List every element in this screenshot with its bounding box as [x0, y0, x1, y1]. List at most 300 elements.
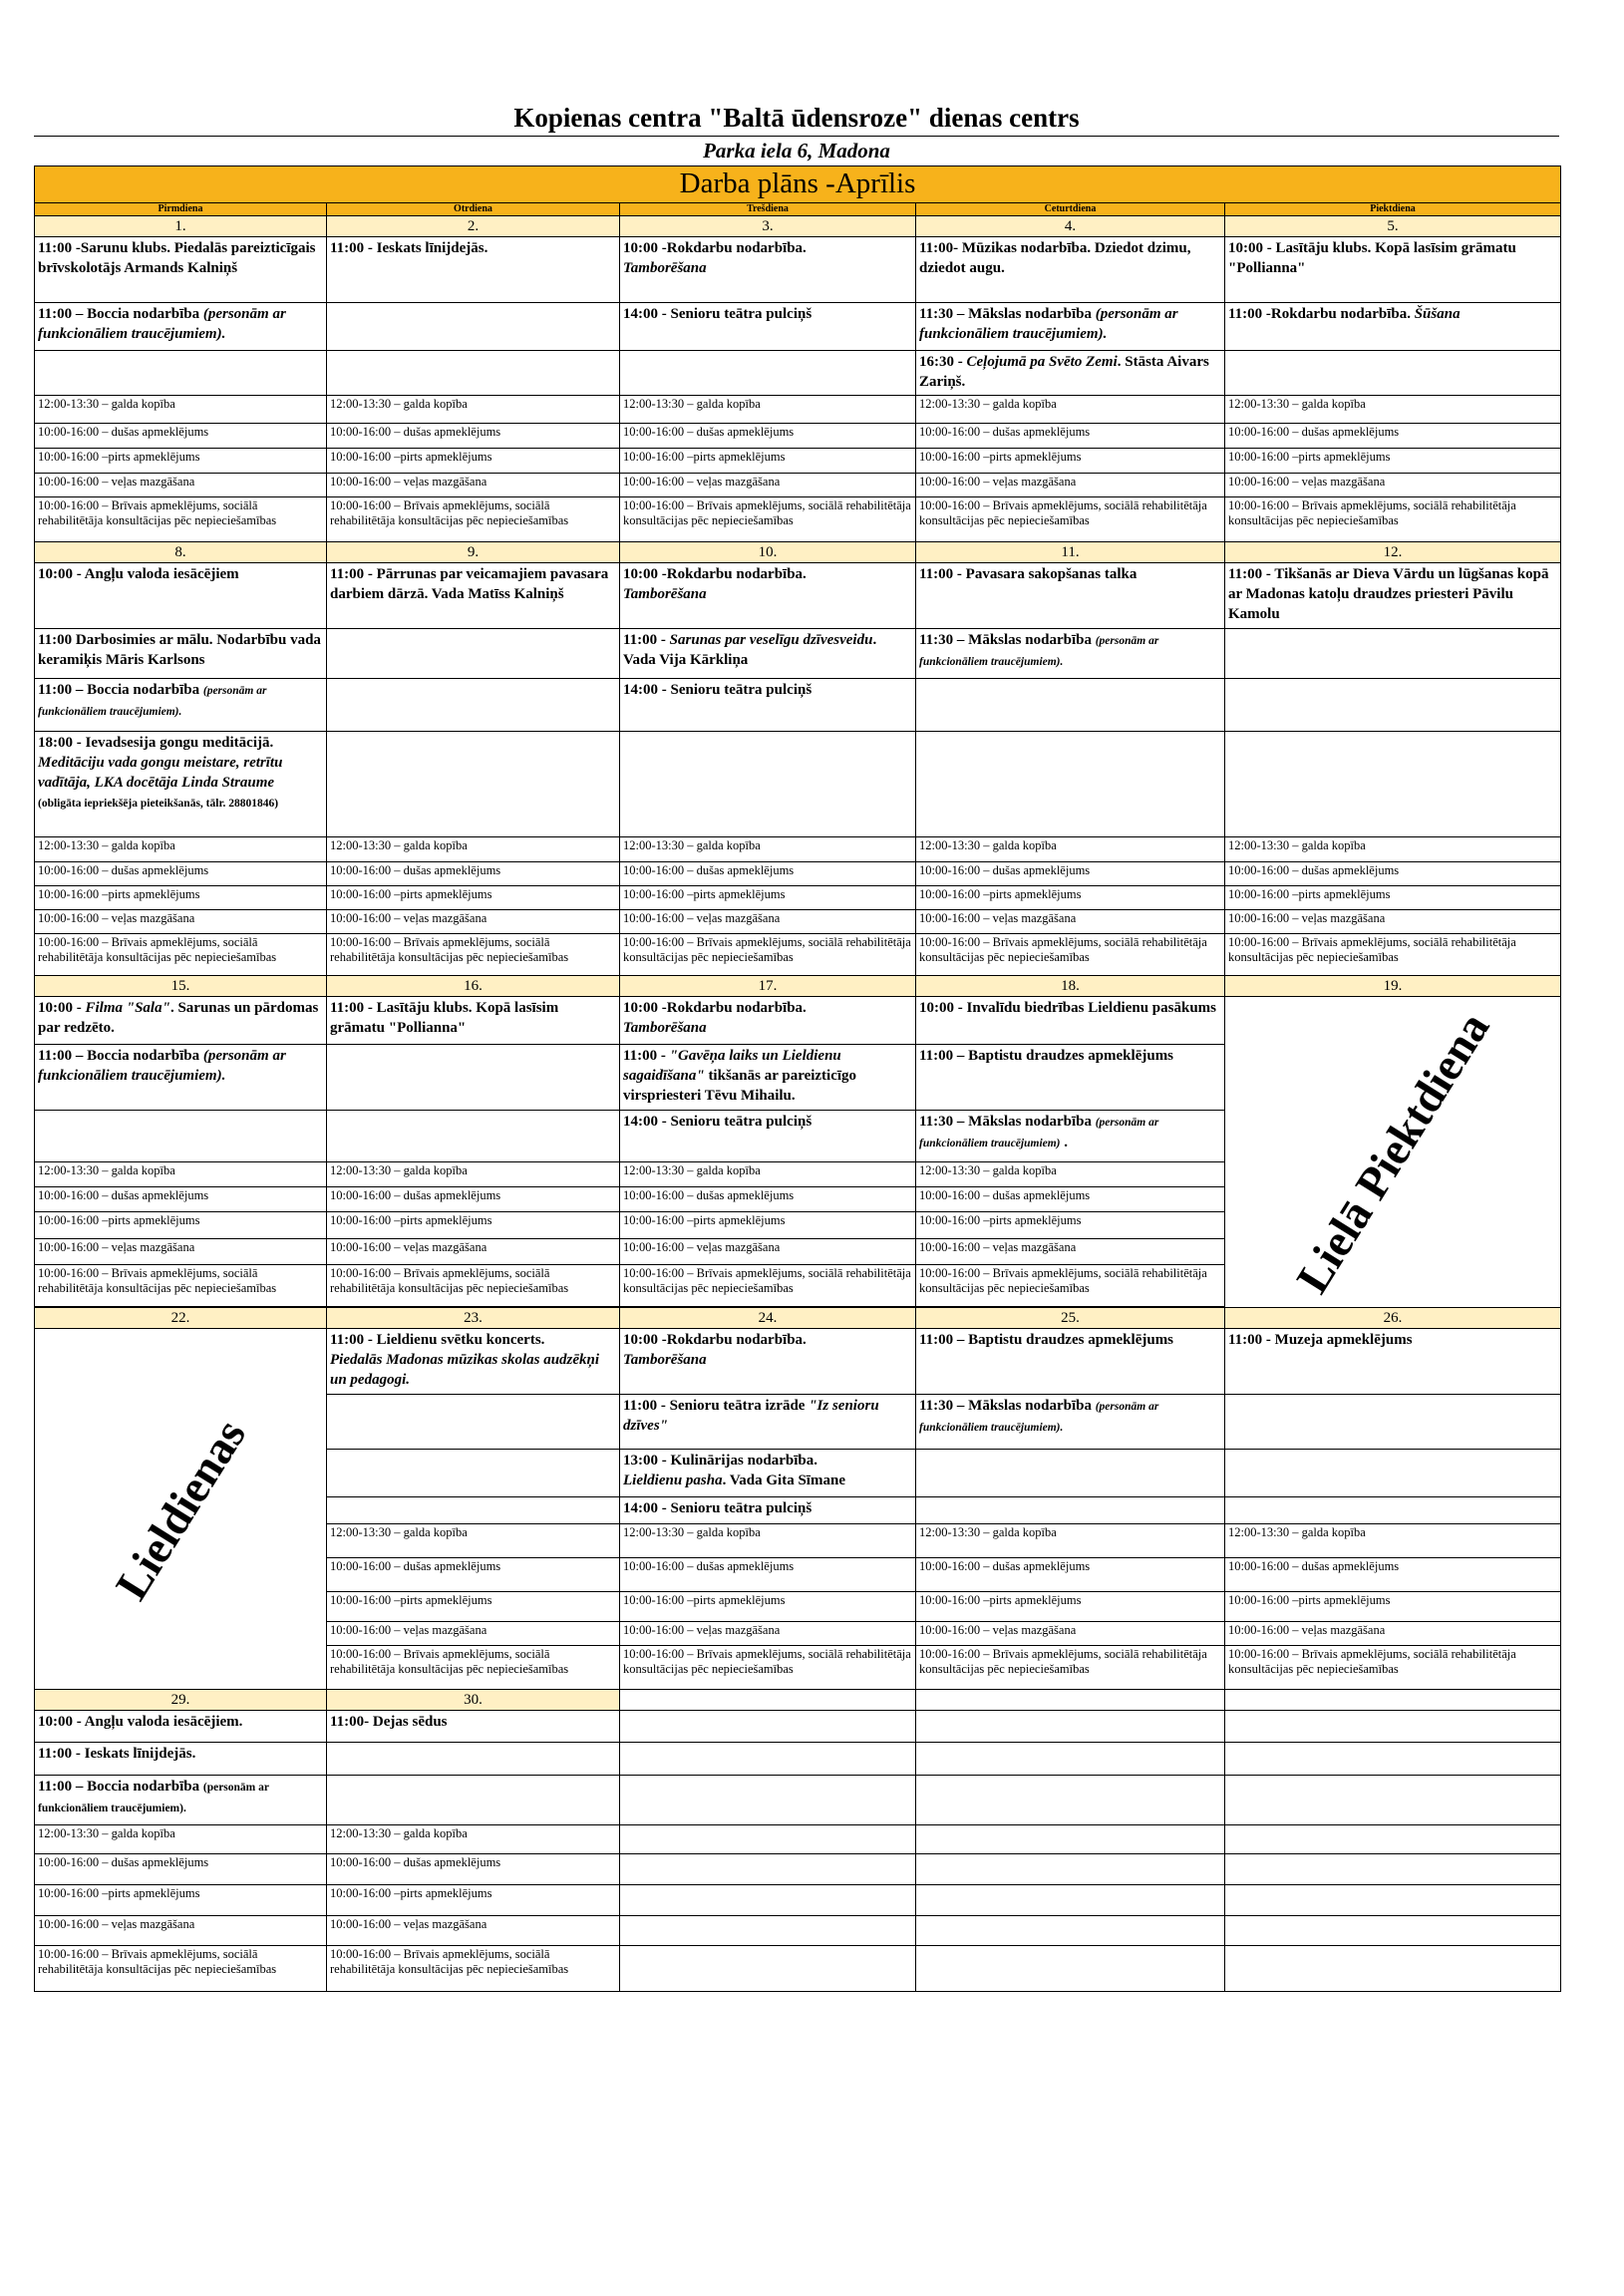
event-cell: 14:00 - Senioru teātra pulciņš [620, 303, 916, 351]
empty-cell [327, 629, 620, 679]
week-2-laundry-row [35, 910, 1561, 934]
laundry-cell: 10:00-16:00 – veļas mazgāšana [1225, 1622, 1561, 1646]
sauna-cell: 10:00-16:00 –pirts apmeklējums [35, 1212, 327, 1239]
empty-cell [327, 1395, 620, 1450]
week-5-events-row-3 [35, 1776, 1561, 1825]
laundry-cell: 10:00-16:00 – veļas mazgāšana [327, 1622, 620, 1646]
date-cell: 30. [327, 1690, 620, 1711]
empty-cell [916, 732, 1225, 837]
lunch-cell: 12:00-13:30 – galda kopība [620, 837, 916, 862]
lunch-cell: 12:00-13:30 – galda kopība [327, 1825, 620, 1854]
sauna-cell: 10:00-16:00 –pirts apmeklējums [1225, 449, 1561, 474]
lunch-cell: 12:00-13:30 – galda kopība [35, 837, 327, 862]
event-detail: Šūšana [1414, 306, 1461, 322]
free-visit-cell: 10:00-16:00 – Brīvais apmeklējums, sociālā rehabilitētāja konsultācijas pēc nepieciešamības [1225, 934, 1561, 976]
event-title: 11:00 -Rokdarbu nodarbība. [1228, 306, 1411, 322]
lunch-cell: 12:00-13:30 – galda kopība [35, 1825, 327, 1854]
event-title: 10:00 -Rokdarbu nodarbība. [623, 1000, 807, 1016]
date-cell: 1. [35, 216, 327, 237]
event-title: "Gavēņa laiks un Lieldienu sagaidīšana" [623, 1048, 841, 1084]
lunch-cell: 12:00-13:30 – galda kopība [916, 837, 1225, 862]
event-title: 18:00 - Ievadsesija gongu meditācijā. [38, 735, 274, 751]
empty-cell [916, 1497, 1225, 1524]
event-cell: 11:00 Darbosimies ar mālu. Nodarbību vada keramiķis Māris Karlsons [35, 629, 327, 679]
event-cell [620, 1450, 916, 1497]
event-cell: 11:00 - Tikšanās ar Dieva Vārdu un lūgšanas kopā ar Madonas katoļu draudzes priesteri Pāvilu Kamolu [1225, 563, 1561, 629]
shower-cell: 10:00-16:00 – dušas apmeklējums [916, 1187, 1225, 1212]
lunch-cell: 12:00-13:30 – galda kopība [620, 1162, 916, 1187]
event-time: 10:00 - [38, 1000, 82, 1016]
event-cell: 11:00 - Ieskats līnijdejās. [35, 1743, 327, 1776]
shower-cell: 10:00-16:00 – dušas apmeklējums [620, 424, 916, 449]
date-cell: 5. [1225, 216, 1561, 237]
free-visit-cell: 10:00-16:00 – Brīvais apmeklējums, sociālā rehabilitētāja konsultācijas pēc nepieciešamības [327, 1265, 620, 1307]
event-detail: . Vada Gita Sīmane [722, 1473, 845, 1488]
date-cell: 15. [35, 976, 327, 997]
event-cell [620, 563, 916, 629]
event-detail: Tamborēšana [623, 1020, 707, 1036]
empty-cell [1225, 1854, 1561, 1885]
shower-cell: 10:00-16:00 – dušas apmeklējums [620, 1558, 916, 1592]
date-cell: 2. [327, 216, 620, 237]
event-cell: 11:00 -Sarunu klubs. Piedalās pareizticīgais brīvskolotājs Armands Kalniņš [35, 237, 327, 303]
event-time: 11:00 - [623, 632, 666, 648]
event-title: 11:00 - Lieldienu svētku koncerts. [330, 1332, 545, 1348]
event-cell [916, 1111, 1225, 1162]
shower-cell: 10:00-16:00 – dušas apmeklējums [620, 862, 916, 886]
empty-cell [1225, 1885, 1561, 1916]
week-5-events-row-2 [35, 1743, 1561, 1776]
free-visit-cell: 10:00-16:00 – Brīvais apmeklējums, sociālā rehabilitētāja konsultācijas pēc nepieciešamības [35, 934, 327, 976]
week-2-sauna-row [35, 886, 1561, 910]
date-cell: 9. [327, 542, 620, 563]
shower-cell: 10:00-16:00 – dušas apmeklējums [327, 1854, 620, 1885]
event-cell [916, 1395, 1225, 1450]
empty-cell [1225, 1916, 1561, 1946]
empty-cell [1225, 1776, 1561, 1825]
sauna-cell: 10:00-16:00 –pirts apmeklējums [35, 449, 327, 474]
event-cell [620, 237, 916, 303]
empty-cell [620, 1743, 916, 1776]
week-4-events-row-1 [35, 1329, 1561, 1395]
laundry-cell: 10:00-16:00 – veļas mazgāšana [35, 474, 327, 497]
week-2-dates [35, 542, 1561, 563]
sauna-cell: 10:00-16:00 –pirts apmeklējums [620, 449, 916, 474]
event-cell [35, 679, 327, 732]
empty-cell [327, 1743, 620, 1776]
event-title: Filma "Sala" [85, 1000, 170, 1016]
empty-cell [1225, 1497, 1561, 1524]
week-5-lunch-row [35, 1825, 1561, 1854]
week-2-events-row-1 [35, 563, 1561, 629]
lunch-cell: 12:00-13:30 – galda kopība [620, 1524, 916, 1558]
shower-cell: 10:00-16:00 – dušas apmeklējums [1225, 1558, 1561, 1592]
free-visit-cell: 10:00-16:00 – Brīvais apmeklējums, sociālā rehabilitētāja konsultācijas pēc nepieciešamības [327, 1646, 620, 1690]
empty-cell [916, 1854, 1225, 1885]
laundry-cell: 10:00-16:00 – veļas mazgāšana [1225, 910, 1561, 934]
event-title: 10:00 -Rokdarbu nodarbība. [623, 240, 807, 256]
empty-cell [916, 1776, 1225, 1825]
event-note: (obligāta iepriekšēja pieteikšanās, tālr. 28801846) [38, 798, 279, 810]
week-1-lunch-row [35, 396, 1561, 424]
shower-cell: 10:00-16:00 – dušas apmeklējums [327, 424, 620, 449]
event-note: (personām ar funkcionāliem traucējumiem). [38, 306, 286, 342]
lunch-cell: 12:00-13:30 – galda kopība [916, 1524, 1225, 1558]
date-cell: 4. [916, 216, 1225, 237]
week-2-lunch-row [35, 837, 1561, 862]
event-detail: Tamborēšana [623, 586, 707, 602]
event-cell [327, 1329, 620, 1395]
event-title: 11:30 – Mākslas nodarbība [919, 1398, 1092, 1414]
empty-cell [916, 679, 1225, 732]
event-detail: Tamborēšana [623, 1352, 707, 1368]
date-cell: 18. [916, 976, 1225, 997]
date-cell: 26. [1225, 1308, 1561, 1329]
shower-cell: 10:00-16:00 – dušas apmeklējums [620, 1187, 916, 1212]
date-cell: 10. [620, 542, 916, 563]
event-cell: 10:00 - Angļu valoda iesācējiem. [35, 1711, 327, 1743]
shower-cell: 10:00-16:00 – dušas apmeklējums [1225, 862, 1561, 886]
weekday-tuesday: Otrdiena [327, 203, 620, 216]
empty-cell [620, 1885, 916, 1916]
week-2-events-row-4 [35, 732, 1561, 837]
event-title: Ceļojumā pa Svēto Zemi [966, 354, 1118, 370]
lunch-cell: 12:00-13:30 – galda kopība [327, 396, 620, 424]
event-title: 11:30 – Mākslas nodarbība [919, 306, 1092, 322]
empty-cell [1225, 351, 1561, 396]
empty-cell [327, 303, 620, 351]
event-note: (personām ar funkcionāliem traucējumiem). [38, 1048, 286, 1084]
date-cell: 8. [35, 542, 327, 563]
date-cell: 24. [620, 1308, 916, 1329]
week-1-events-row-1 [35, 237, 1561, 303]
empty-cell [1225, 732, 1561, 837]
empty-cell [916, 1916, 1225, 1946]
event-cell: 11:00 - Pārrunas par veicamajiem pavasara darbiem dārzā. Vada Matīss Kalniņš [327, 563, 620, 629]
free-visit-cell: 10:00-16:00 – Brīvais apmeklējums, sociālā rehabilitētāja konsultācijas pēc nepieciešamības [35, 497, 327, 542]
lunch-cell: 12:00-13:30 – galda kopība [35, 1162, 327, 1187]
week-5-dates [35, 1690, 1561, 1711]
event-detail: "Iz senioru dzīves" [623, 1398, 879, 1434]
shower-cell: 10:00-16:00 – dušas apmeklējums [35, 862, 327, 886]
weekday-friday: Piektdiena [1225, 203, 1561, 216]
empty-cell [1225, 1711, 1561, 1743]
sauna-cell: 10:00-16:00 –pirts apmeklējums [327, 1885, 620, 1916]
holiday-cell-good-friday [1225, 997, 1561, 1308]
title-divider [34, 136, 1559, 137]
event-note: (personām ar funkcionāliem traucējumiem). [38, 685, 267, 718]
event-cell: 11:00 - Ieskats līnijdejās. [327, 237, 620, 303]
event-cell [620, 1329, 916, 1395]
event-note: (personām ar funkcionāliem traucējumiem). [919, 1401, 1159, 1434]
lunch-cell: 12:00-13:30 – galda kopība [1225, 396, 1561, 424]
shower-cell: 10:00-16:00 – dušas apmeklējums [35, 424, 327, 449]
event-detail: Piedalās Madonas mūzikas skolas audzēkņi un pedagogi. [330, 1352, 600, 1388]
plan-title: Darba plāns -Aprīlis [35, 166, 1561, 203]
date-cell: 25. [916, 1308, 1225, 1329]
event-detail: . Sarunas un pārdomas par redzēto. [38, 1000, 319, 1036]
empty-cell [1225, 1450, 1561, 1497]
week-2-events-row-2 [35, 629, 1561, 679]
free-visit-cell: 10:00-16:00 – Brīvais apmeklējums, sociālā rehabilitētāja konsultācijas pēc nepieciešamības [620, 497, 916, 542]
sauna-cell: 10:00-16:00 –pirts apmeklējums [35, 886, 327, 910]
event-cell [620, 629, 916, 679]
date-cell: 17. [620, 976, 916, 997]
event-detail: . [1064, 1135, 1069, 1150]
lunch-cell: 12:00-13:30 – galda kopība [1225, 837, 1561, 862]
week-1-sauna-row [35, 449, 1561, 474]
event-cell: 10:00 - Invalīdu biedrības Lieldienu pasākums [916, 997, 1225, 1045]
empty-cell [1225, 1690, 1561, 1711]
empty-cell [327, 1776, 620, 1825]
free-visit-cell: 10:00-16:00 – Brīvais apmeklējums, sociālā rehabilitētāja konsultācijas pēc nepieciešamības [916, 934, 1225, 976]
free-visit-cell: 10:00-16:00 – Brīvais apmeklējums, sociālā rehabilitētāja konsultācijas pēc nepieciešamības [620, 1646, 916, 1690]
sauna-cell: 10:00-16:00 –pirts apmeklējums [327, 886, 620, 910]
week-5-free-visit-row [35, 1946, 1561, 1992]
week-5-events-row-1 [35, 1711, 1561, 1743]
event-title: 11:30 – Mākslas nodarbība [919, 1114, 1092, 1130]
event-cell: 11:00- Dejas sēdus [327, 1711, 620, 1743]
event-title: Sarunas par veselīgu dzīvesveidu [669, 632, 873, 648]
free-visit-cell: 10:00-16:00 – Brīvais apmeklējums, sociālā rehabilitētāja konsultācijas pēc nepieciešamības [620, 1265, 916, 1307]
free-visit-cell: 10:00-16:00 – Brīvais apmeklējums, sociālā rehabilitētāja konsultācijas pēc nepieciešamības [1225, 497, 1561, 542]
event-cell [620, 997, 916, 1045]
event-cell: 14:00 - Senioru teātra pulciņš [620, 1497, 916, 1524]
document-title: Kopienas centra "Baltā ūdensroze" dienas centrs [513, 103, 1080, 133]
empty-cell [620, 1690, 916, 1711]
event-cell: 10:00 - Angļu valoda iesācējiem [35, 563, 327, 629]
sauna-cell: 10:00-16:00 –pirts apmeklējums [916, 449, 1225, 474]
laundry-cell: 10:00-16:00 – veļas mazgāšana [327, 1916, 620, 1946]
event-time: 11:00 - [623, 1048, 666, 1064]
week-2-free-visit-row [35, 934, 1561, 976]
laundry-cell: 10:00-16:00 – veļas mazgāšana [35, 910, 327, 934]
weekday-monday: Pirmdiena [35, 203, 327, 216]
week-1-events-row-2 [35, 303, 1561, 351]
empty-cell [620, 1711, 916, 1743]
event-title: 10:00 -Rokdarbu nodarbība. [623, 566, 807, 582]
date-cell: 23. [327, 1308, 620, 1329]
empty-cell [1225, 1946, 1561, 1992]
week-2-shower-row [35, 862, 1561, 886]
empty-cell [620, 1854, 916, 1885]
week-5-shower-row [35, 1854, 1561, 1885]
sauna-cell: 10:00-16:00 –pirts apmeklējums [327, 1592, 620, 1622]
free-visit-cell: 10:00-16:00 – Brīvais apmeklējums, sociālā rehabilitētāja konsultācijas pēc nepieciešamības [916, 1265, 1225, 1307]
sauna-cell: 10:00-16:00 –pirts apmeklējums [916, 886, 1225, 910]
event-cell [916, 303, 1225, 351]
event-detail: . Vada Vija Kārkliņa [623, 632, 877, 668]
date-cell: 22. [35, 1308, 327, 1329]
lunch-cell: 12:00-13:30 – galda kopība [35, 396, 327, 424]
event-note: (personām ar funkcionāliem traucējumiem). [919, 306, 1178, 342]
event-title: 10:00 -Rokdarbu nodarbība. [623, 1332, 807, 1348]
laundry-cell: 10:00-16:00 – veļas mazgāšana [35, 1239, 327, 1265]
event-note: (personām ar funkcionāliem traucējumiem) [919, 1117, 1159, 1149]
week-4-dates [35, 1308, 1561, 1329]
sauna-cell: 10:00-16:00 –pirts apmeklējums [1225, 886, 1561, 910]
date-cell: 11. [916, 542, 1225, 563]
lunch-cell: 12:00-13:30 – galda kopība [327, 1162, 620, 1187]
empty-cell [1225, 1743, 1561, 1776]
shower-cell: 10:00-16:00 – dušas apmeklējums [916, 862, 1225, 886]
date-cell: 16. [327, 976, 620, 997]
empty-cell [327, 732, 620, 837]
laundry-cell: 10:00-16:00 – veļas mazgāšana [620, 910, 916, 934]
empty-cell [327, 1497, 620, 1524]
weekday-wednesday: Trešdiena [620, 203, 916, 216]
empty-cell [620, 351, 916, 396]
event-cell [916, 351, 1225, 396]
event-detail: tikšanās ar pareizticīgo virspriesteri Tēvu Mihailu. [623, 1068, 857, 1104]
empty-cell [620, 1946, 916, 1992]
lunch-cell: 12:00-13:30 – galda kopība [327, 837, 620, 862]
free-visit-cell: 10:00-16:00 – Brīvais apmeklējums, sociālā rehabilitētāja konsultācijas pēc nepieciešamības [916, 497, 1225, 542]
shower-cell: 10:00-16:00 – dušas apmeklējums [327, 862, 620, 886]
laundry-cell: 10:00-16:00 – veļas mazgāšana [327, 1239, 620, 1265]
lunch-cell: 12:00-13:30 – galda kopība [327, 1524, 620, 1558]
sauna-cell: 10:00-16:00 –pirts apmeklējums [620, 886, 916, 910]
lunch-cell: 12:00-13:30 – galda kopība [620, 396, 916, 424]
free-visit-cell: 10:00-16:00 – Brīvais apmeklējums, sociālā rehabilitētāja konsultācijas pēc nepieciešamības [327, 934, 620, 976]
event-title: 11:00 – Boccia nodarbība [38, 1048, 200, 1064]
empty-cell [327, 351, 620, 396]
empty-cell [916, 1450, 1225, 1497]
lunch-cell: 12:00-13:30 – galda kopība [916, 1162, 1225, 1187]
event-cell [35, 303, 327, 351]
event-cell [35, 1045, 327, 1111]
shower-cell: 10:00-16:00 – dušas apmeklējums [327, 1187, 620, 1212]
event-detail: . Stāsta Aivars Zariņš. [919, 354, 1209, 390]
empty-cell [620, 732, 916, 837]
shower-cell: 10:00-16:00 – dušas apmeklējums [1225, 424, 1561, 449]
sauna-cell: 10:00-16:00 –pirts apmeklējums [35, 1885, 327, 1916]
week-1-laundry-row [35, 474, 1561, 497]
date-cell: 19. [1225, 976, 1561, 997]
empty-cell [35, 1111, 327, 1162]
laundry-cell: 10:00-16:00 – veļas mazgāšana [620, 1622, 916, 1646]
empty-cell [916, 1825, 1225, 1854]
event-cell: 10:00 - Lasītāju klubs. Kopā lasīsim grāmatu "Pollianna" [1225, 237, 1561, 303]
empty-cell [327, 1111, 620, 1162]
laundry-cell: 10:00-16:00 – veļas mazgāšana [1225, 474, 1561, 497]
holiday-label: Lielā Piektdiena [1286, 1002, 1499, 1302]
event-title: 11:00 – Boccia nodarbība [38, 306, 200, 322]
free-visit-cell: 10:00-16:00 – Brīvais apmeklējums, sociālā rehabilitētāja konsultācijas pēc nepieciešamības [327, 497, 620, 542]
sauna-cell: 10:00-16:00 –pirts apmeklējums [327, 1212, 620, 1239]
laundry-cell: 10:00-16:00 – veļas mazgāšana [327, 910, 620, 934]
week-3-dates [35, 976, 1561, 997]
lunch-cell: 12:00-13:30 – galda kopība [916, 396, 1225, 424]
laundry-cell: 10:00-16:00 – veļas mazgāšana [916, 474, 1225, 497]
event-cell [620, 1045, 916, 1111]
empty-cell [327, 1045, 620, 1111]
free-visit-cell: 10:00-16:00 – Brīvais apmeklējums, sociālā rehabilitētāja konsultācijas pēc nepieciešamības [35, 1265, 327, 1307]
event-title: 11:00 – Boccia nodarbība [38, 682, 200, 698]
event-cell [916, 629, 1225, 679]
laundry-cell: 10:00-16:00 – veļas mazgāšana [916, 1622, 1225, 1646]
week-1-shower-row [35, 424, 1561, 449]
empty-cell [1225, 1825, 1561, 1854]
event-title: Lieldienu pasha [623, 1473, 723, 1488]
empty-cell [916, 1885, 1225, 1916]
event-cell [1225, 303, 1561, 351]
address: Parka iela 6, Madona [703, 139, 890, 163]
shower-cell: 10:00-16:00 – dušas apmeklējums [327, 1558, 620, 1592]
laundry-cell: 10:00-16:00 – veļas mazgāšana [916, 1239, 1225, 1265]
event-cell: 14:00 - Senioru teātra pulciņš [620, 1111, 916, 1162]
date-cell: 12. [1225, 542, 1561, 563]
sauna-cell: 10:00-16:00 –pirts apmeklējums [620, 1592, 916, 1622]
free-visit-cell: 10:00-16:00 – Brīvais apmeklējums, sociālā rehabilitētāja konsultācijas pēc nepieciešamības [1225, 1646, 1561, 1690]
sauna-cell: 10:00-16:00 –pirts apmeklējums [620, 1212, 916, 1239]
free-visit-cell: 10:00-16:00 – Brīvais apmeklējums, sociālā rehabilitētāja konsultācijas pēc nepieciešamības [620, 934, 916, 976]
shower-cell: 10:00-16:00 – dušas apmeklējums [916, 1558, 1225, 1592]
laundry-cell: 10:00-16:00 – veļas mazgāšana [620, 1239, 916, 1265]
empty-cell [1225, 629, 1561, 679]
event-cell: 11:00 - Lasītāju klubs. Kopā lasīsim grāmatu "Pollianna" [327, 997, 620, 1045]
event-cell: 11:00 – Baptistu draudzes apmeklējums [916, 1045, 1225, 1111]
event-cell [35, 997, 327, 1045]
holiday-label: Lieldienas [105, 1410, 256, 1608]
shower-cell: 10:00-16:00 – dušas apmeklējums [916, 424, 1225, 449]
plan-banner-row [35, 166, 1561, 203]
empty-cell [35, 351, 327, 396]
event-title: 13:00 - Kulinārijas nodarbība. [623, 1453, 818, 1469]
shower-cell: 10:00-16:00 – dušas apmeklējums [35, 1854, 327, 1885]
event-title: 11:30 – Mākslas nodarbība [919, 632, 1092, 648]
event-detail: Meditāciju vada gongu meistare, retrītu vadītāja, LKA docētāja Linda Straume [38, 755, 283, 791]
laundry-cell: 10:00-16:00 – veļas mazgāšana [327, 474, 620, 497]
empty-cell [327, 1450, 620, 1497]
event-note: (personām ar funkcionāliem traucējumiem). [38, 1782, 269, 1814]
empty-cell [1225, 679, 1561, 732]
laundry-cell: 10:00-16:00 – veļas mazgāšana [916, 910, 1225, 934]
monthly-schedule-table [34, 165, 1561, 1992]
event-cell [35, 1776, 327, 1825]
week-5-laundry-row [35, 1916, 1561, 1946]
event-cell: 11:00 – Baptistu draudzes apmeklējums [916, 1329, 1225, 1395]
event-title: 11:00 - Senioru teātra izrāde [623, 1398, 806, 1414]
sauna-cell: 10:00-16:00 –pirts apmeklējums [916, 1592, 1225, 1622]
empty-cell [916, 1946, 1225, 1992]
weekday-header-row [35, 203, 1561, 216]
event-time: 16:30 - [919, 354, 963, 370]
empty-cell [327, 679, 620, 732]
empty-cell [1225, 1395, 1561, 1450]
event-cell: 11:00 - Pavasara sakopšanas talka [916, 563, 1225, 629]
week-2-events-row-3 [35, 679, 1561, 732]
event-title: 11:00 – Boccia nodarbība [38, 1779, 200, 1795]
event-cell [35, 732, 327, 837]
shower-cell: 10:00-16:00 – dušas apmeklējums [35, 1187, 327, 1212]
sauna-cell: 10:00-16:00 –pirts apmeklējums [916, 1212, 1225, 1239]
empty-cell [916, 1711, 1225, 1743]
weekday-thursday: Ceturtdiena [916, 203, 1225, 216]
event-cell: 11:00- Mūzikas nodarbība. Dziedot dzimu, dziedot augu. [916, 237, 1225, 303]
free-visit-cell: 10:00-16:00 – Brīvais apmeklējums, sociālā rehabilitētāja konsultācijas pēc nepieciešamības [916, 1646, 1225, 1690]
lunch-cell: 12:00-13:30 – galda kopība [1225, 1524, 1561, 1558]
date-cell: 3. [620, 216, 916, 237]
event-cell: 14:00 - Senioru teātra pulciņš [620, 679, 916, 732]
week-3-events-row-1 [35, 997, 1561, 1045]
event-detail: Tamborēšana [623, 260, 707, 276]
sauna-cell: 10:00-16:00 –pirts apmeklējums [327, 449, 620, 474]
week-1-events-row-3 [35, 351, 1561, 396]
event-note: (personām ar funkcionāliem traucējumiem). [919, 635, 1159, 668]
week-1-dates [35, 216, 1561, 237]
event-cell [620, 1395, 916, 1450]
